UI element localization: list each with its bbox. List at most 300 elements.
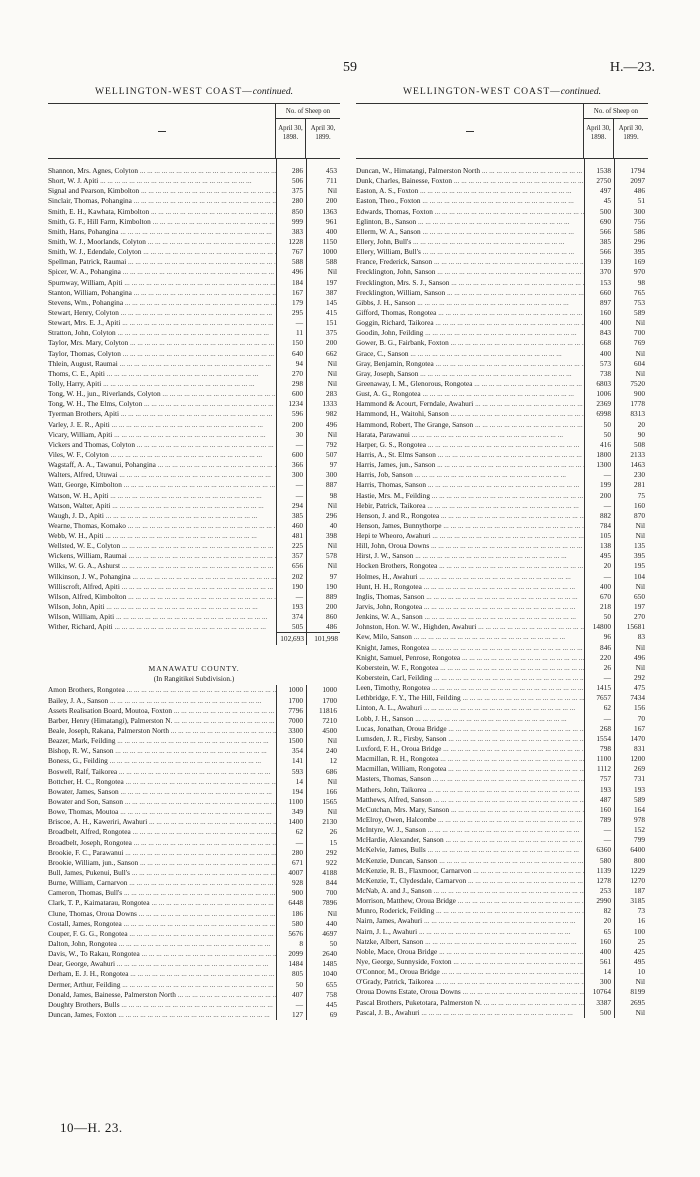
left-total-1899: 101,998 <box>306 632 340 645</box>
sheep-1898: 1800 <box>584 450 614 460</box>
table-row <box>48 196 340 206</box>
sheep-1898: 138 <box>584 541 614 551</box>
sheep-1898: 400 <box>584 349 614 359</box>
table-row <box>356 267 648 277</box>
sheep-1898: 400 <box>584 582 614 592</box>
table-row <box>356 308 648 318</box>
table-row <box>356 389 648 399</box>
table-row <box>48 328 340 338</box>
table-row <box>356 409 648 419</box>
sheep-1898: 593 <box>276 767 306 777</box>
right-header-1899: April 30, 1899. <box>618 125 644 141</box>
table-row <box>356 785 648 795</box>
table-row <box>356 501 648 511</box>
owner-name: Derham, E. J. H., Rongotea ... . <box>48 969 276 979</box>
owner-name: Stevens, Wm., Pohangina ... . <box>48 298 276 308</box>
sheep-1899: 961 <box>306 217 340 227</box>
sheep-1898: 805 <box>276 969 306 979</box>
table-row <box>356 825 648 835</box>
sheep-1898: 153 <box>584 278 614 288</box>
table-row <box>356 298 648 308</box>
table-row <box>48 430 340 440</box>
owner-name: Hirst, J. W., Sanson ... . <box>356 551 584 561</box>
sheep-1898: 6448 <box>276 898 306 908</box>
sheep-1898: — <box>276 318 306 328</box>
sheep-1899: 889 <box>306 592 340 602</box>
sheep-1899: 90 <box>614 430 648 440</box>
left-rows <box>48 166 340 632</box>
owner-name: Dermer, Arthur, Feilding ... . <box>48 980 276 990</box>
table-row <box>356 349 648 359</box>
sheep-1898: 50 <box>584 430 614 440</box>
table-row <box>48 501 340 511</box>
owner-name: Jenkins, W. A., Sanson ... . <box>356 612 584 622</box>
sheep-1898: 1006 <box>584 389 614 399</box>
owner-name: Broadbelt, Alfred, Rongotea ... . <box>48 827 276 837</box>
sheep-1899: 193 <box>614 785 648 795</box>
owner-name: Macmillan, R. H., Rongotea ... . <box>356 754 584 764</box>
table-row <box>48 949 340 959</box>
owner-name: Knight, Samuel, Penrose, Rongotea ... . <box>356 653 584 663</box>
owner-name: Lucas, Jonathan, Oroua Bridge ... . <box>356 724 584 734</box>
table-row <box>356 186 648 196</box>
owner-name: Wilks, W. G. A., Ashurst ... . <box>48 561 276 571</box>
table-row <box>48 777 340 787</box>
sheep-1898: 2990 <box>584 896 614 906</box>
sheep-1898: 14 <box>584 967 614 977</box>
left-total-1898: 102,693 <box>276 632 306 645</box>
sheep-1898: 8 <box>276 939 306 949</box>
sheep-1899: 425 <box>614 947 648 957</box>
sheep-1898: 566 <box>584 247 614 257</box>
sheep-1899: 12 <box>306 756 340 766</box>
owner-name: Bowater and Son, Sanson ... . <box>48 797 276 807</box>
sheep-1898: 14 <box>276 777 306 787</box>
table-row <box>48 470 340 480</box>
owner-name: Duncan, W., Himatangi, Palmerston North ... . <box>356 166 584 176</box>
owner-name: Harris, Job, Sanson ... . <box>356 470 584 480</box>
section-heading: MANAWATU COUNTY. <box>148 664 240 674</box>
sheep-1898: 1700 <box>276 696 306 706</box>
table-row <box>356 764 648 774</box>
sheep-1898: 50 <box>584 420 614 430</box>
owner-name: Williscroft, Alfred, Apiti ... . <box>48 582 276 592</box>
sheep-1898: 385 <box>276 511 306 521</box>
owner-name: Knight, James, Rongotea ... . <box>356 643 584 653</box>
sheep-1899: 7210 <box>306 716 340 726</box>
sheep-1898: — <box>276 592 306 602</box>
sheep-1899: 445 <box>306 1000 340 1010</box>
sheep-1899: 8313 <box>614 409 648 419</box>
sheep-1898: 3387 <box>584 998 614 1008</box>
table-row <box>48 450 340 460</box>
table-row <box>356 328 648 338</box>
sheep-1898: 150 <box>276 338 306 348</box>
sheep-1899: 269 <box>614 764 648 774</box>
owner-name: Couper, F. G. G., Rongotea ... . <box>48 929 276 939</box>
sheep-1898: 14800 <box>584 622 614 632</box>
owner-name: Spicer, W. A., Pohangina ... . <box>48 267 276 277</box>
table-row <box>48 919 340 929</box>
owner-name: Gower, B. G., Fairbank, Foxton ... . <box>356 338 584 348</box>
sheep-1898: 850 <box>276 207 306 217</box>
owner-name: Bowater, James, Sanson ... . <box>48 787 276 797</box>
owner-name: Lumsden, J. R., Firsby, Sanson ... . <box>356 734 584 744</box>
sheep-1898: 160 <box>584 308 614 318</box>
sheep-1899: 97 <box>306 460 340 470</box>
table-row <box>48 288 340 298</box>
sheep-1898: 186 <box>276 909 306 919</box>
sheep-1899: 800 <box>614 856 648 866</box>
table-row <box>48 1000 340 1010</box>
table-row <box>356 835 648 845</box>
owner-name: McIntyre, W. J., Sanson ... . <box>356 825 584 835</box>
table-row <box>356 957 648 967</box>
sheep-1898: — <box>276 1000 306 1010</box>
table-row <box>48 267 340 277</box>
owner-name: Burne, William, Carnarvon ... . <box>48 878 276 888</box>
table-row <box>48 888 340 898</box>
sheep-1899: 1470 <box>614 734 648 744</box>
table-row <box>48 551 340 561</box>
left-column-title <box>48 86 340 97</box>
owner-name: Pascal Brothers, Puketotara, Palmerston N. ... . <box>356 998 584 1008</box>
owner-name: Shannon, Mrs. Agnes, Colyton ... . <box>48 166 276 176</box>
owner-name: Gust, A. G., Rongotea ... . <box>356 389 584 399</box>
owner-name: Hocken Brothers, Rongotea ... . <box>356 561 584 571</box>
sheep-1899: 164 <box>614 805 648 815</box>
table-row <box>48 257 340 267</box>
table-row <box>48 939 340 949</box>
sheep-1898: 11 <box>276 328 306 338</box>
owner-name: Harris, Thomas, Sanson ... . <box>356 480 584 490</box>
sheep-1898: 141 <box>276 756 306 766</box>
owner-name: Walters, Alfred, Utuwai ... . <box>48 470 276 480</box>
right-title-continued: continued. <box>560 86 602 97</box>
sheep-1898: 357 <box>276 551 306 561</box>
sheep-1898: 481 <box>276 531 306 541</box>
owner-name: Luxford, F. H., Oroua Bridge ... . <box>356 744 584 754</box>
sheep-1899: 8199 <box>614 987 648 997</box>
sheep-1899: 50 <box>306 939 340 949</box>
table-row <box>356 622 648 632</box>
owner-name: Thlein, August, Raumai ... . <box>48 359 276 369</box>
owner-name: Wearne, Thomas, Komako ... . <box>48 521 276 531</box>
sheep-1899: 51 <box>614 196 648 206</box>
sheep-1898: 286 <box>276 166 306 176</box>
owner-name: Smith, W. J., Moorlands, Colyton ... . <box>48 237 276 247</box>
table-row <box>48 959 340 969</box>
sheep-1898: 202 <box>276 572 306 582</box>
table-row <box>48 389 340 399</box>
table-row <box>356 916 648 926</box>
sheep-1898: 897 <box>584 298 614 308</box>
sheep-1899: 25 <box>614 937 648 947</box>
owner-name: Grace, C., Sanson ... . <box>356 349 584 359</box>
left-title-text: WELLINGTON-WEST COAST— <box>94 86 253 97</box>
sheep-1899: 440 <box>306 919 340 929</box>
sheep-1898: 846 <box>584 643 614 653</box>
sheep-1899: 578 <box>306 551 340 561</box>
sheep-1899: Nil <box>306 909 340 919</box>
sheep-1898: 1500 <box>276 736 306 746</box>
sheep-1898: — <box>584 470 614 480</box>
sheep-1899: 1778 <box>614 399 648 409</box>
table-row <box>356 278 648 288</box>
sheep-1899: 283 <box>306 389 340 399</box>
sheep-1898: 407 <box>276 990 306 1000</box>
owner-name: Natzke, Albert, Sanson ... . <box>356 937 584 947</box>
sheep-1898: 882 <box>584 511 614 521</box>
sheep-1898: 268 <box>584 724 614 734</box>
table-row <box>356 927 648 937</box>
right-header-sheep-label: No. of Sheep on <box>584 104 648 119</box>
sheep-1899: 700 <box>306 888 340 898</box>
owner-name: Smith, Hans, Pohangina ... . <box>48 227 276 237</box>
sheep-1898: 94 <box>276 359 306 369</box>
sheep-1899: 792 <box>306 440 340 450</box>
sheep-1899: 230 <box>614 470 648 480</box>
sheep-1898: 6998 <box>584 409 614 419</box>
sheep-1898: 767 <box>276 247 306 257</box>
table-row <box>356 896 648 906</box>
owner-name: Webb, W. H., Apiti ... . <box>48 531 276 541</box>
table-row <box>48 572 340 582</box>
sheep-1898: 566 <box>584 227 614 237</box>
sheep-1899: 1270 <box>614 876 648 886</box>
owner-name: Harris, James, jun., Sanson ... . <box>356 460 584 470</box>
right-rows <box>356 166 648 1018</box>
owner-name: Bottcher, H. C., Rongotea ... . <box>48 777 276 787</box>
sheep-1898: 596 <box>276 409 306 419</box>
sheep-1898: 218 <box>584 602 614 612</box>
owner-name: Frecklington, John, Sanson ... . <box>356 267 584 277</box>
table-row <box>48 379 340 389</box>
owner-name: McKenzie, T., Clydesdale, Carnarvon ... . <box>356 876 584 886</box>
table-row <box>48 838 340 848</box>
sheep-1899: 604 <box>614 359 648 369</box>
table-row <box>356 856 648 866</box>
table-row <box>356 886 648 896</box>
table-row <box>356 754 648 764</box>
sheep-1898: 280 <box>276 196 306 206</box>
sheep-1898: 190 <box>276 582 306 592</box>
owner-name: McCutchan, Mrs. Mary, Sanson ... . <box>356 805 584 815</box>
owner-name: Macmillan, William, Rongotea ... . <box>356 764 584 774</box>
owner-name: Assets Realisation Board, Moutoa, Foxton ... . <box>48 706 276 716</box>
sheep-1899: 486 <box>614 186 648 196</box>
right-column <box>356 86 648 1018</box>
sheep-1898: 580 <box>584 856 614 866</box>
sheep-1898: 2099 <box>276 949 306 959</box>
sheep-1898: 20 <box>584 561 614 571</box>
sheep-1898: — <box>584 673 614 683</box>
sheep-1899: 1700 <box>306 696 340 706</box>
sheep-1899: 1485 <box>306 959 340 969</box>
owner-name: Broadbelt, Joseph, Rongotea ... . <box>48 838 276 848</box>
sheep-1899: 589 <box>614 308 648 318</box>
owner-name: Koberstein, W. F., Rongotea ... . <box>356 663 584 673</box>
owner-name: Hebir, Patrick, Taikorea ... . <box>356 501 584 511</box>
table-row <box>48 622 340 632</box>
table-row <box>356 937 648 947</box>
right-gap <box>356 159 648 166</box>
sheep-1898: 50 <box>584 612 614 622</box>
table-row <box>48 685 340 695</box>
sheep-1899: 156 <box>614 703 648 713</box>
table-row <box>356 714 648 724</box>
table-row <box>48 848 340 858</box>
sheep-1898: 670 <box>584 592 614 602</box>
owner-name: Tyerman Brothers, Apiti ... . <box>48 409 276 419</box>
owner-name: Holmes, H., Awahuri ... . <box>356 572 584 582</box>
owner-name: Beazer, Mark, Feilding ... . <box>48 736 276 746</box>
owner-name: Dalton, John, Rongotea ... . <box>48 939 276 949</box>
owner-name: Davis, W., To Rakau, Rongotea ... . <box>48 949 276 959</box>
owner-name: Mathers, John, Taikorea ... . <box>356 785 584 795</box>
table-row <box>356 480 648 490</box>
sheep-1898: 3300 <box>276 726 306 736</box>
table-row <box>356 643 648 653</box>
owner-name: Stewart, Henry, Colyton ... . <box>48 308 276 318</box>
table-row <box>356 663 648 673</box>
owner-name: Munro, Roderick, Feilding ... . <box>356 906 584 916</box>
sheep-1899: 900 <box>614 389 648 399</box>
table-row <box>356 693 648 703</box>
sheep-1899: 508 <box>614 440 648 450</box>
sheep-1898: 1000 <box>276 685 306 695</box>
sheep-1898: 1100 <box>584 754 614 764</box>
owner-name: Smith, W. J., Edendale, Colyton ... . <box>48 247 276 257</box>
sheep-1898: 50 <box>276 980 306 990</box>
table-row <box>48 399 340 409</box>
table-row <box>48 531 340 541</box>
table-row <box>356 987 648 997</box>
sheep-1898: 65 <box>584 927 614 937</box>
owner-name: Spellman, Patrick, Raumai ... . <box>48 257 276 267</box>
sheep-1899: Nil <box>306 501 340 511</box>
sheep-1899: 650 <box>614 592 648 602</box>
owner-name: Stanton, William, Pohangina ... . <box>48 288 276 298</box>
table-row <box>356 288 648 298</box>
sheep-1898: 26 <box>584 663 614 673</box>
owner-name: Watson, W. H., Apiti ... . <box>48 491 276 501</box>
owner-name: Wagstaff, A. A., Tawanui, Pohangina ... . <box>48 460 276 470</box>
left-header-sheep-label: No. of Sheep on <box>276 104 340 119</box>
table-row <box>48 990 340 1000</box>
sheep-1898: 385 <box>584 237 614 247</box>
table-row <box>356 551 648 561</box>
right-header-1898: April 30, 1898. <box>584 119 614 158</box>
sheep-1899: 1794 <box>614 166 648 176</box>
sheep-1898: 96 <box>584 632 614 642</box>
table-row <box>356 612 648 622</box>
owner-name: Easton, A. S., Foxton ... . <box>356 186 584 196</box>
table-row <box>48 298 340 308</box>
sheep-1899: 240 <box>306 746 340 756</box>
owner-name: Wilkinson, J. W., Pohangina ... . <box>48 572 276 582</box>
owner-name: Smith, G. F., Hill Farm, Kimbolton ... . <box>48 217 276 227</box>
sheep-1899: 588 <box>306 257 340 267</box>
sheep-1899: 70 <box>614 714 648 724</box>
sheep-1898: 4007 <box>276 868 306 878</box>
table-row <box>48 561 340 571</box>
owner-name: Boswell, Ralf, Taikorea ... . <box>48 767 276 777</box>
table-row <box>356 217 648 227</box>
owner-name: Hunt, H. H., Rongotea ... . <box>356 582 584 592</box>
owner-name: Ellery, John, Bull's ... . <box>356 237 584 247</box>
sheep-1899: 453 <box>306 166 340 176</box>
left-header-1899: April 30, 1899. <box>310 125 336 141</box>
footer-ref: 10—H. 23. <box>60 1120 123 1135</box>
sheep-1899: 20 <box>614 420 648 430</box>
sheep-1898: 20 <box>584 916 614 926</box>
sheep-1898: 460 <box>276 521 306 531</box>
sheep-1898: 671 <box>276 858 306 868</box>
owner-name: Barber, Henry (Himatangi), Palmerston N. ... . <box>48 716 276 726</box>
sheep-1898: — <box>276 480 306 490</box>
sheep-1899: 589 <box>614 795 648 805</box>
owner-name: Boness, G., Feilding ... . <box>48 756 276 766</box>
table-row <box>48 807 340 817</box>
owner-name: Beale, Joseph, Rakana, Palmerston North ... . <box>48 726 276 736</box>
table-row <box>48 582 340 592</box>
sheep-1899: 6400 <box>614 845 648 855</box>
sheep-1899: 195 <box>614 561 648 571</box>
sheep-1898: 354 <box>276 746 306 756</box>
sheep-1899: 7896 <box>306 898 340 908</box>
table-row <box>48 716 340 726</box>
owner-name: Hammond, H., Waitohi, Sanson ... . <box>356 409 584 419</box>
owner-name: Dunk, Charles, Bainesse, Foxton ... . <box>356 176 584 186</box>
sheep-1899: Nil <box>614 663 648 673</box>
sheep-1899: 978 <box>614 815 648 825</box>
owner-name: Hammond, Robert, The Grange, Sanson ... . <box>356 420 584 430</box>
table-row <box>356 541 648 551</box>
sheep-1898: 62 <box>584 703 614 713</box>
sheep-1899: 7434 <box>614 693 648 703</box>
sheep-1898: — <box>276 440 306 450</box>
sheep-1898: 1400 <box>276 817 306 827</box>
table-row <box>356 511 648 521</box>
sheep-1899: 507 <box>306 450 340 460</box>
sheep-1898: 370 <box>584 267 614 277</box>
sheep-1898: 5676 <box>276 929 306 939</box>
sheep-1899: 40 <box>306 521 340 531</box>
table-row <box>48 217 340 227</box>
sheep-1898: 496 <box>276 267 306 277</box>
sheep-1899: 166 <box>306 787 340 797</box>
sheep-1898: 690 <box>584 217 614 227</box>
left-rows-manawatu <box>48 685 340 1020</box>
owner-name: Gray, Joseph, Sanson ... . <box>356 369 584 379</box>
sheep-1899: 1000 <box>306 247 340 257</box>
sheep-1899: Nil <box>306 541 340 551</box>
owner-name: Noble, Mace, Oroua Bridge ... . <box>356 947 584 957</box>
sheep-1898: 2369 <box>584 399 614 409</box>
sheep-1899: 11816 <box>306 706 340 716</box>
left-column <box>48 86 340 1020</box>
sheep-1898: — <box>584 835 614 845</box>
sheep-1899: 415 <box>306 308 340 318</box>
sheep-1899: 711 <box>306 176 340 186</box>
sheep-1899: 395 <box>614 247 648 257</box>
sheep-1899: 292 <box>614 673 648 683</box>
sheep-1898: — <box>584 825 614 835</box>
sheep-1899: Nil <box>614 521 648 531</box>
sheep-1899: Nil <box>614 318 648 328</box>
owner-name: Pascal, J. B., Awahuri ... . <box>356 1008 584 1018</box>
